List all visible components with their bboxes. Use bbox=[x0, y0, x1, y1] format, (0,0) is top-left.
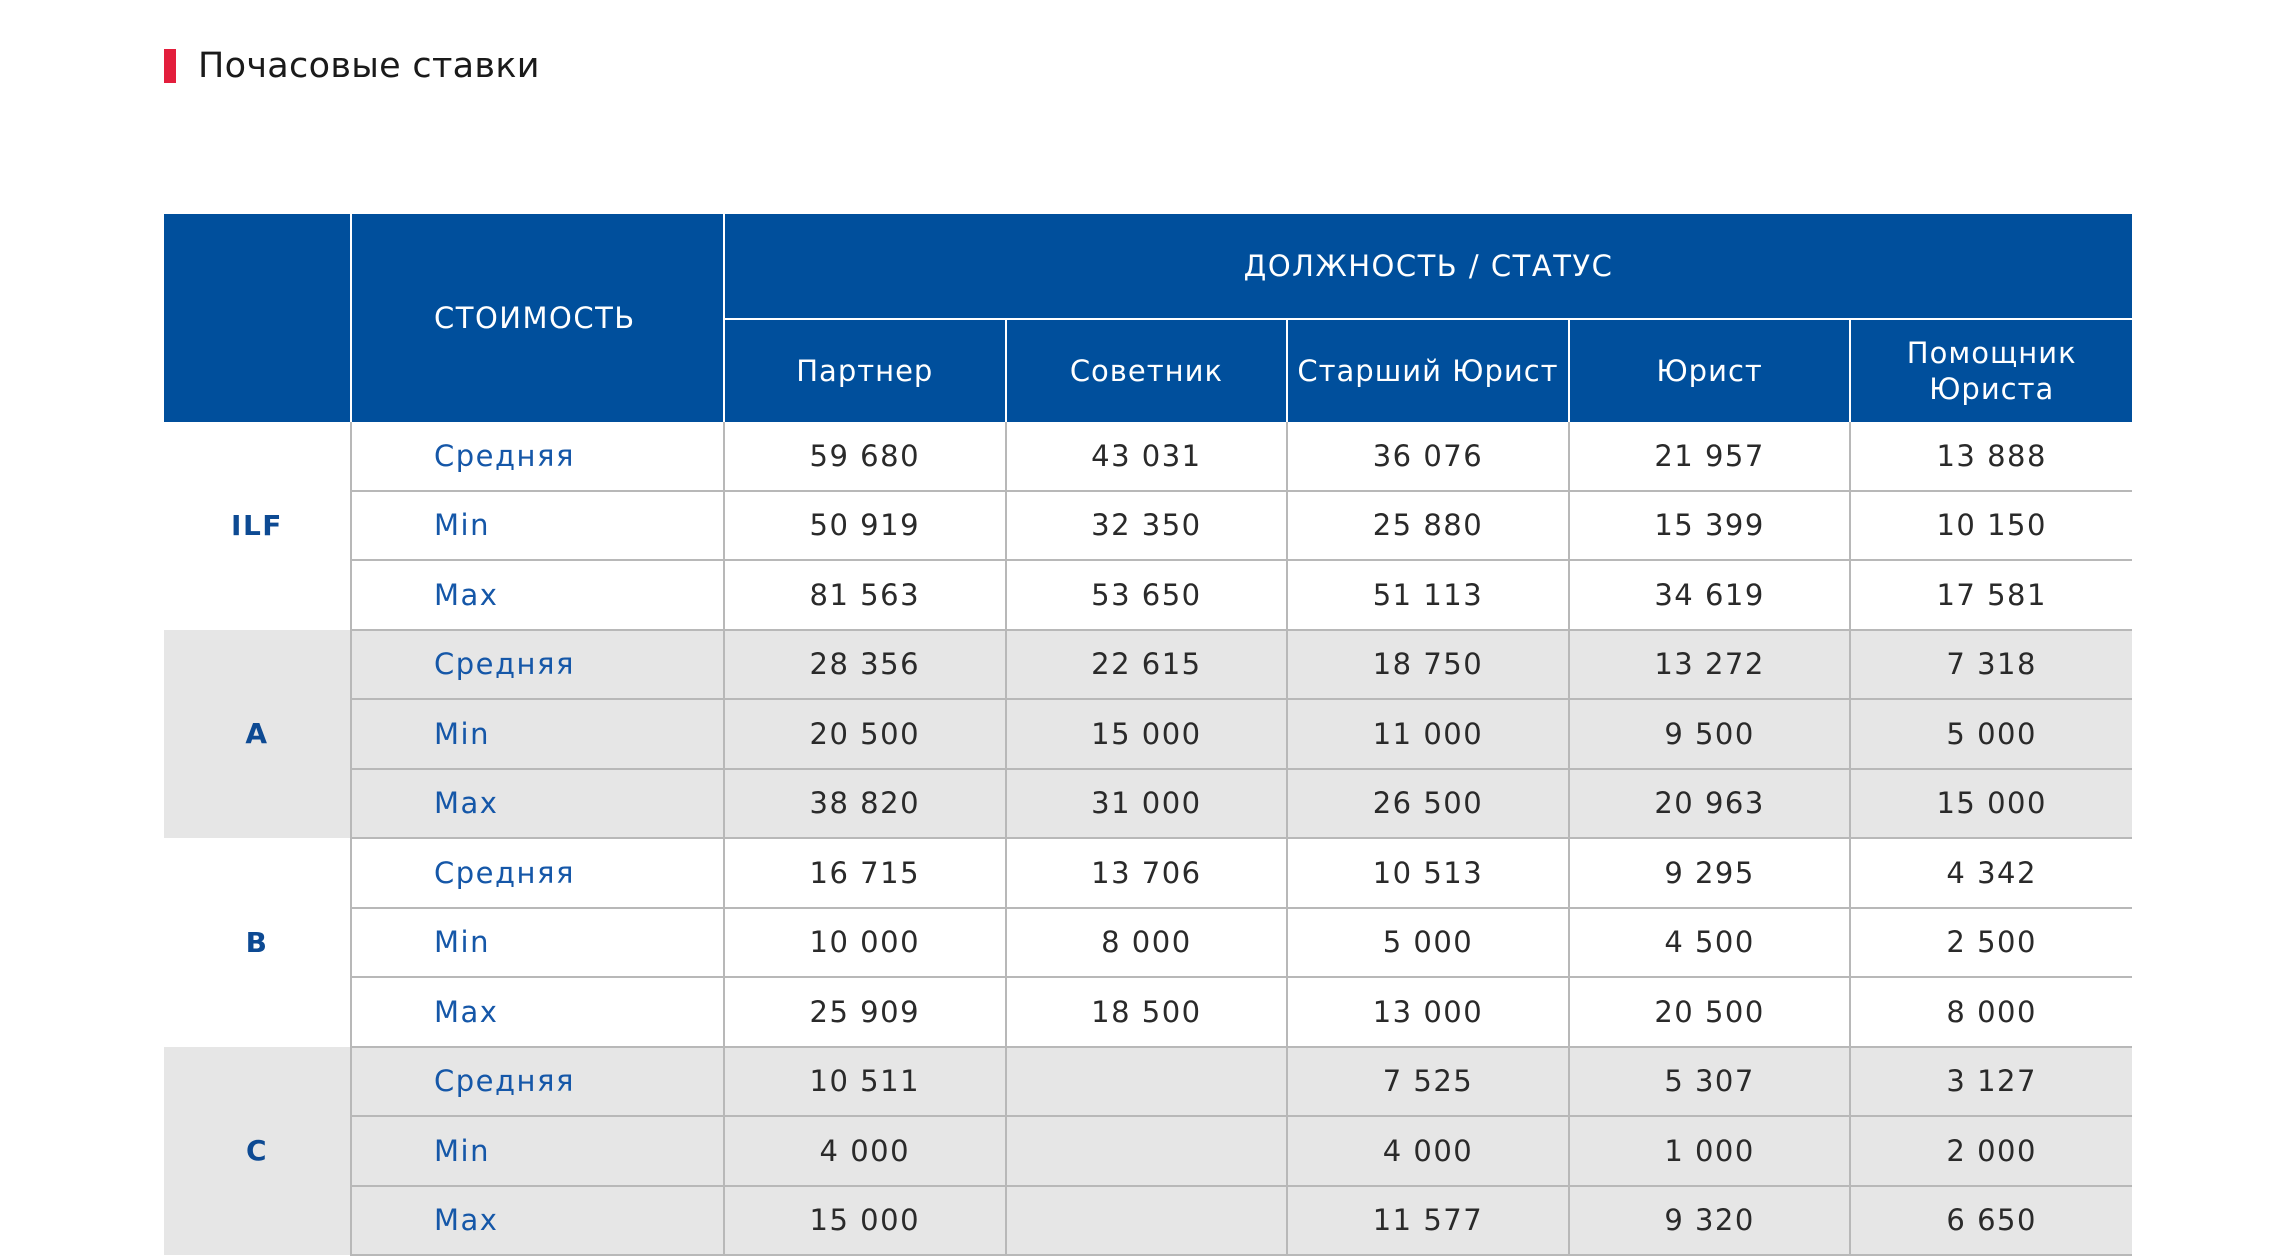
rate-cell: 28 356 bbox=[724, 630, 1006, 700]
rate-cell: 8 000 bbox=[1006, 908, 1288, 978]
rate-cell: 16 715 bbox=[724, 838, 1006, 908]
header-group-cell bbox=[164, 214, 351, 422]
rate-cell: 13 272 bbox=[1569, 630, 1851, 700]
rate-cell: 5 000 bbox=[1850, 699, 2132, 769]
group-label: A bbox=[164, 630, 351, 839]
table-row bbox=[164, 699, 2132, 769]
rate-cell: 20 963 bbox=[1569, 769, 1851, 839]
rate-cell: 10 513 bbox=[1287, 838, 1569, 908]
rate-cell: 13 000 bbox=[1287, 977, 1569, 1047]
rate-cell: 51 113 bbox=[1287, 560, 1569, 630]
group-label: ILF bbox=[231, 509, 283, 543]
table-row bbox=[164, 838, 2132, 908]
rate-cell: 31 000 bbox=[1006, 769, 1288, 839]
table-row bbox=[164, 630, 2132, 700]
rate-cell: 15 000 bbox=[724, 1186, 1006, 1256]
rate-cell: 7 525 bbox=[1287, 1047, 1569, 1117]
rate-cell: 2 500 bbox=[1850, 908, 2132, 978]
page-title: Почасовые ставки bbox=[198, 46, 540, 86]
rate-cell: 13 706 bbox=[1006, 838, 1288, 908]
rate-cell: 59 680 bbox=[724, 422, 1006, 491]
rate-cell: 25 880 bbox=[1287, 491, 1569, 561]
table-row bbox=[164, 560, 2132, 630]
rate-cell: 11 000 bbox=[1287, 699, 1569, 769]
rate-cell: 53 650 bbox=[1006, 560, 1288, 630]
rate-cell: 34 619 bbox=[1569, 560, 1851, 630]
metric-label: Средняя bbox=[351, 630, 724, 700]
header-position-lawyer: Юрист bbox=[1569, 319, 1851, 422]
table-row bbox=[164, 1116, 2132, 1186]
metric-label: Max bbox=[351, 977, 724, 1047]
table-row bbox=[164, 1047, 2132, 1117]
header-status: ДОЛЖНОСТЬ / СТАТУС bbox=[724, 214, 2132, 319]
rate-cell: 36 076 bbox=[1287, 422, 1569, 491]
rate-cell: 9 500 bbox=[1569, 699, 1851, 769]
rate-cell: 32 350 bbox=[1006, 491, 1288, 561]
header-cost: СТОИМОСТЬ bbox=[351, 214, 724, 422]
rate-cell: 15 000 bbox=[1850, 769, 2132, 839]
rate-cell: 38 820 bbox=[724, 769, 1006, 839]
rate-cell: 10 511 bbox=[724, 1047, 1006, 1117]
rate-cell: 7 318 bbox=[1850, 630, 2132, 700]
rate-cell: 21 957 bbox=[1569, 422, 1851, 491]
rate-cell: 15 399 bbox=[1569, 491, 1851, 561]
table-row bbox=[164, 769, 2132, 839]
rate-cell: 18 500 bbox=[1006, 977, 1288, 1047]
header-position-counsel: Советник bbox=[1006, 319, 1288, 422]
rate-cell: 6 650 bbox=[1850, 1186, 2132, 1256]
rate-cell bbox=[1006, 1116, 1288, 1186]
rate-cell: 26 500 bbox=[1287, 769, 1569, 839]
rate-cell: 17 581 bbox=[1850, 560, 2132, 630]
rate-cell: 20 500 bbox=[724, 699, 1006, 769]
rate-cell: 25 909 bbox=[724, 977, 1006, 1047]
rate-cell: 5 307 bbox=[1569, 1047, 1851, 1117]
metric-label: Min bbox=[351, 908, 724, 978]
metric-label: Средняя bbox=[351, 838, 724, 908]
rate-cell: 9 295 bbox=[1569, 838, 1851, 908]
metric-label: Средняя bbox=[351, 1047, 724, 1117]
metric-label: Средняя bbox=[351, 422, 724, 491]
page-title-block bbox=[164, 46, 540, 86]
rate-cell: 4 342 bbox=[1850, 838, 2132, 908]
rate-cell: 1 000 bbox=[1569, 1116, 1851, 1186]
rate-cell: 22 615 bbox=[1006, 630, 1288, 700]
rate-cell: 43 031 bbox=[1006, 422, 1288, 491]
rate-cell: 20 500 bbox=[1569, 977, 1851, 1047]
hourly-rates-table bbox=[164, 214, 2132, 1256]
rate-cell bbox=[1006, 1047, 1288, 1117]
metric-label: Max bbox=[351, 560, 724, 630]
metric-label: Min bbox=[351, 1116, 724, 1186]
rate-cell: 10 150 bbox=[1850, 491, 2132, 561]
rate-cell: 11 577 bbox=[1287, 1186, 1569, 1256]
table-row bbox=[164, 908, 2132, 978]
rate-cell: 81 563 bbox=[724, 560, 1006, 630]
group-label: C bbox=[164, 1047, 351, 1256]
metric-label: Min bbox=[351, 699, 724, 769]
rate-cell bbox=[1006, 1186, 1288, 1256]
table-body bbox=[164, 422, 2132, 1255]
table-row bbox=[164, 1186, 2132, 1256]
header-position-senior-lawyer: Старший Юрист bbox=[1287, 319, 1569, 422]
table-row bbox=[164, 491, 2132, 561]
rate-cell: 10 000 bbox=[724, 908, 1006, 978]
rate-cell: 9 320 bbox=[1569, 1186, 1851, 1256]
metric-label: Max bbox=[351, 1186, 724, 1256]
table-row bbox=[164, 422, 2132, 491]
rate-cell: 4 000 bbox=[724, 1116, 1006, 1186]
rate-cell: 15 000 bbox=[1006, 699, 1288, 769]
rate-cell: 50 919 bbox=[724, 491, 1006, 561]
metric-label: Max bbox=[351, 769, 724, 839]
rate-cell: 18 750 bbox=[1287, 630, 1569, 700]
header-position-partner: Партнер bbox=[724, 319, 1006, 422]
rate-cell: 3 127 bbox=[1850, 1047, 2132, 1117]
rate-cell: 5 000 bbox=[1287, 908, 1569, 978]
table-row bbox=[164, 977, 2132, 1047]
rate-cell: 8 000 bbox=[1850, 977, 2132, 1047]
group-label: B bbox=[245, 925, 269, 959]
title-accent-bar bbox=[164, 49, 176, 83]
rate-cell: 4 000 bbox=[1287, 1116, 1569, 1186]
rate-cell: 4 500 bbox=[1569, 908, 1851, 978]
rate-cell: 2 000 bbox=[1850, 1116, 2132, 1186]
rate-cell: 13 888 bbox=[1850, 422, 2132, 491]
header-position-assistant: Помощник Юриста bbox=[1850, 319, 2132, 422]
metric-label: Min bbox=[351, 491, 724, 561]
